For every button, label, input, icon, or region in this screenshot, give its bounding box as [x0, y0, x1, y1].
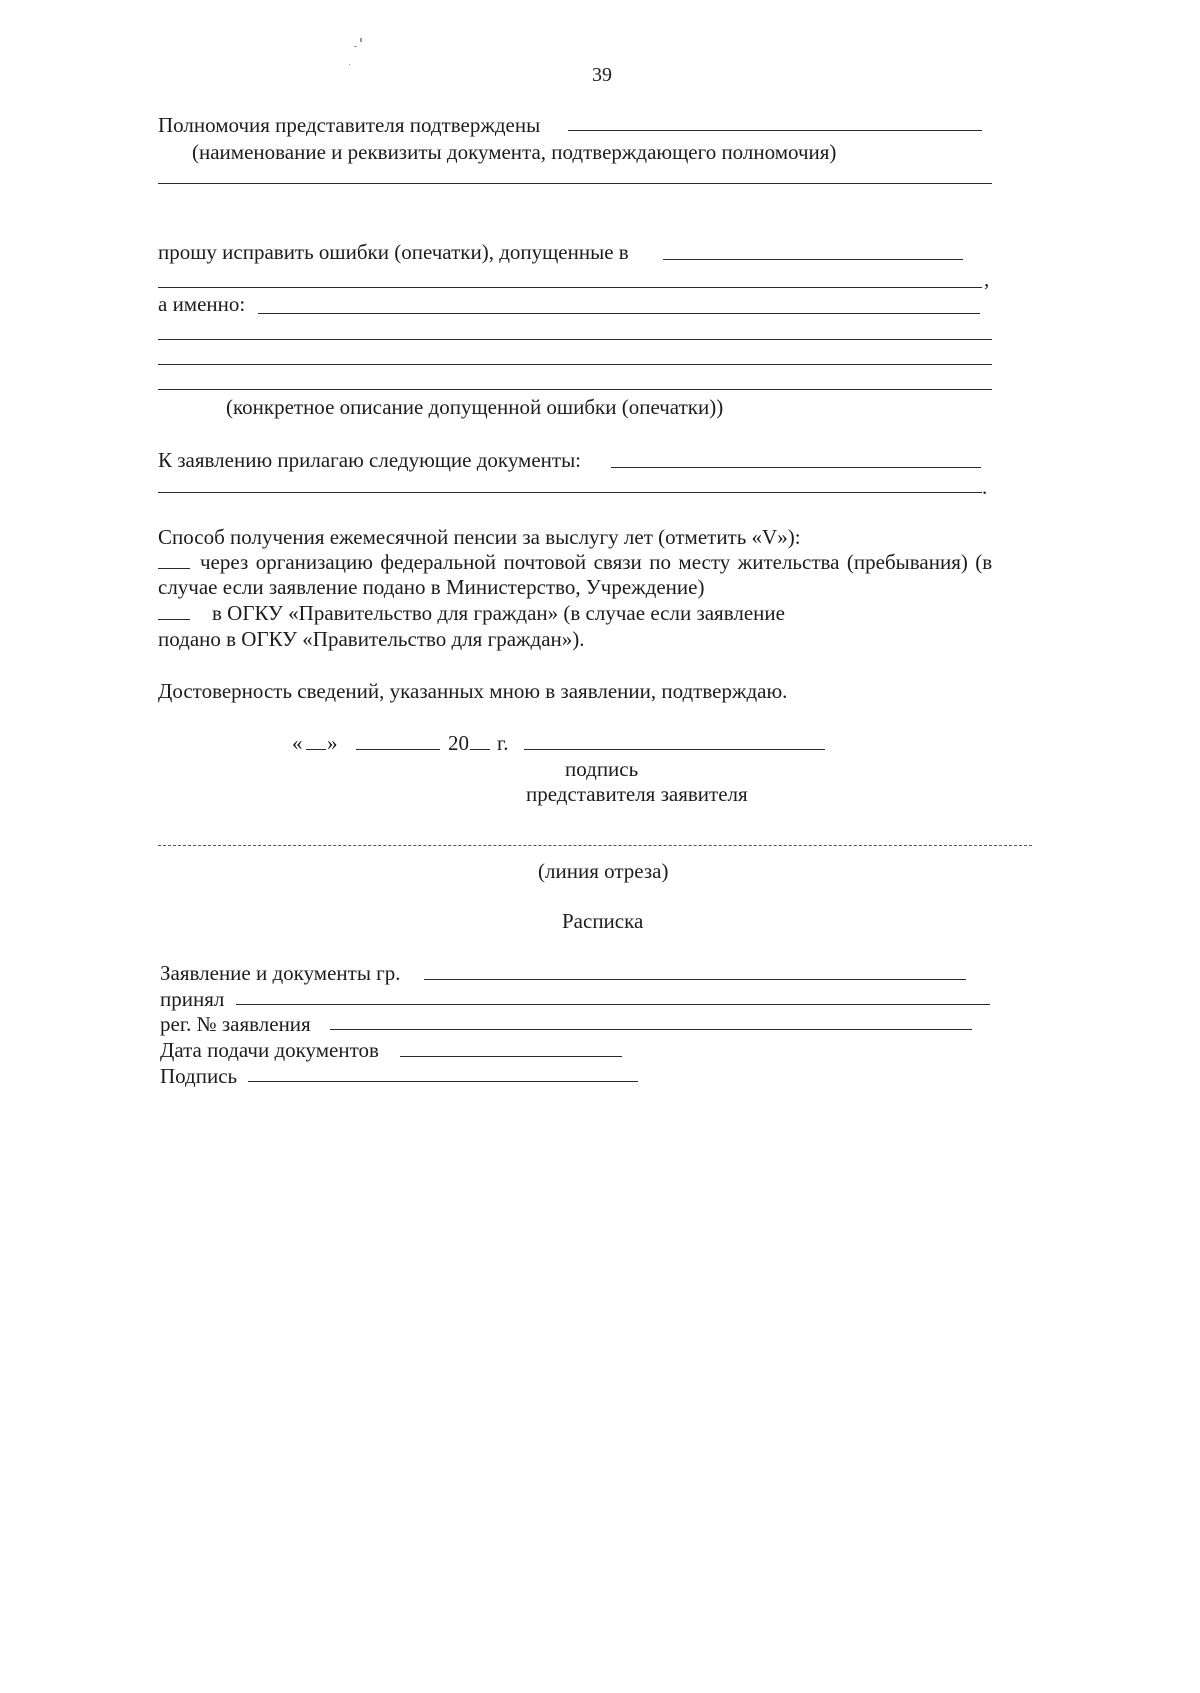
option1-checkbox-blank[interactable] [158, 568, 190, 569]
receipt-accepted-label: принял [160, 987, 225, 1011]
correction-namely-label: а именно: [158, 292, 246, 316]
attachments-field-line-2[interactable] [158, 492, 982, 493]
receipt-applicant-field[interactable] [424, 979, 966, 980]
signature-caption-2: представителя заявителя [526, 782, 748, 806]
correction-request: прошу исправить ошибки (опечатки), допущенные в [158, 240, 629, 264]
option1-text-line-1: через организацию федеральной почтовой связи по месту жительства (пребывания) (в [200, 550, 993, 574]
correction-description-line-4[interactable] [158, 389, 992, 390]
correction-document-field-line-2[interactable] [158, 287, 982, 288]
date-close-quote: » [327, 731, 338, 755]
confirmation-text: Достоверность сведений, указанных мною в заявлении, подтверждаю. [158, 679, 788, 703]
page-number: 39 [592, 64, 612, 86]
correction-document-field[interactable] [663, 259, 963, 260]
correction-comma: , [984, 267, 990, 291]
date-year-prefix: 20 [448, 731, 469, 755]
receipt-title: Расписка [562, 909, 644, 933]
authority-field[interactable] [568, 130, 982, 131]
correction-description-line-1[interactable] [258, 313, 980, 314]
receipt-accepted-field[interactable] [236, 1004, 990, 1005]
correction-description-line-2[interactable] [158, 339, 992, 340]
authority-label: Полномочия представителя подтверждены [158, 113, 541, 137]
correction-description-line-3[interactable] [158, 364, 992, 365]
attachments-field[interactable] [611, 467, 981, 468]
date-year-suffix: г. [497, 731, 509, 755]
cut-line-dashes [158, 845, 1032, 846]
attachments-period: . [982, 475, 988, 499]
receipt-reg-no-field[interactable] [330, 1029, 972, 1030]
option2-text-line-2: подано в ОГКУ «Правительство для граждан»). [158, 627, 585, 651]
option2-text-line-1: в ОГКУ «Правительство для граждан» (в случае если заявление [212, 601, 785, 625]
receipt-signature-field[interactable] [248, 1081, 638, 1082]
scan-speck [360, 38, 362, 42]
scan-speck [354, 46, 357, 47]
attachments-label: К заявлению прилагаю следующие документы: [158, 448, 582, 472]
cut-line-caption: (линия отреза) [538, 859, 669, 883]
date-year-field[interactable] [470, 749, 490, 750]
option1-text-line-2: случае если заявление подано в Министерство, Учреждение) [158, 575, 705, 599]
date-month-field[interactable] [356, 749, 440, 750]
date-day-field[interactable] [306, 749, 326, 750]
signature-caption-1: подпись [565, 757, 639, 781]
receipt-applicant-label: Заявление и документы гр. [160, 961, 401, 985]
option2-checkbox-blank[interactable] [158, 619, 190, 620]
receipt-signature-label: Подпись [160, 1064, 238, 1088]
date-open-quote: « [292, 731, 303, 755]
signature-field[interactable] [524, 749, 825, 750]
receipt-reg-no-label: рег. № заявления [160, 1012, 311, 1036]
receipt-date-field[interactable] [400, 1056, 622, 1057]
correction-caption: (конкретное описание допущенной ошибки (опечатки)) [226, 395, 724, 419]
scan-speck [349, 64, 350, 65]
authority-field-line-2[interactable] [158, 183, 992, 184]
receipt-date-label: Дата подачи документов [160, 1038, 379, 1062]
receipt-method-heading: Способ получения ежемесячной пенсии за выслугу лет (отметить «V»): [158, 525, 801, 549]
authority-caption: (наименование и реквизиты документа, подтверждающего полномочия) [192, 140, 837, 164]
